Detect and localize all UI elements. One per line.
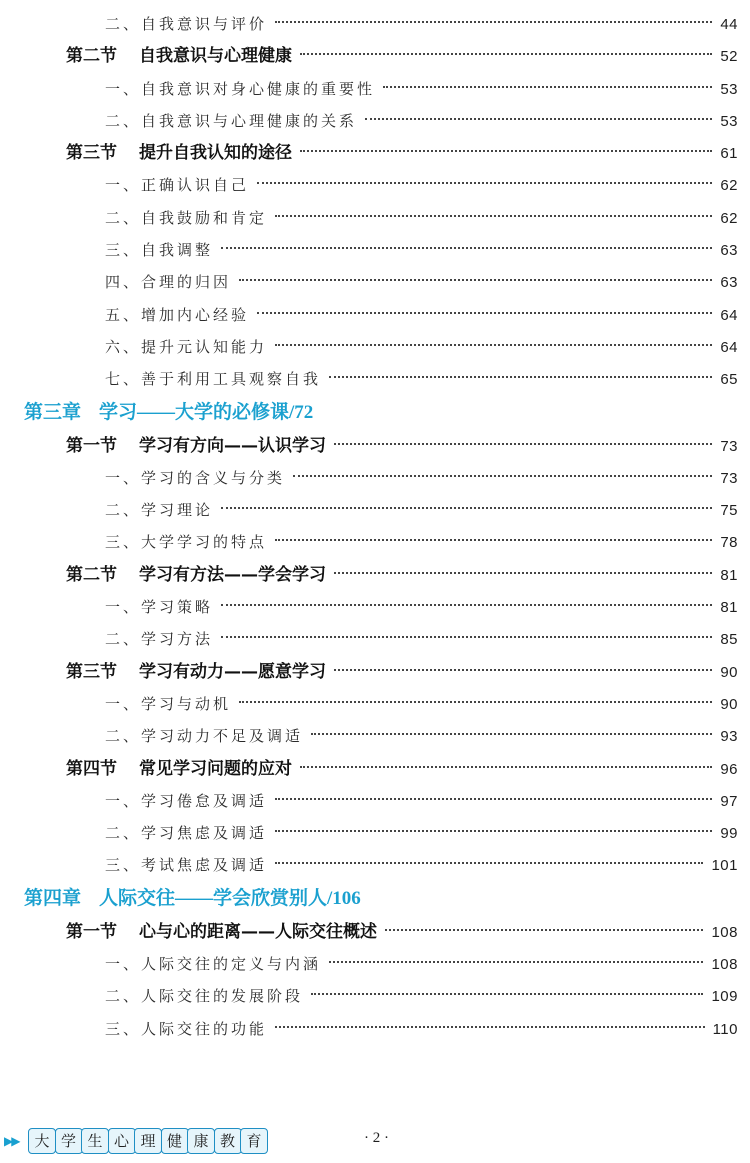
dot-leader [275,1026,705,1028]
toc-page-number: 62 [720,209,738,227]
toc-item-label: 六、提升元认知能力 [105,337,268,356]
book-title [28,1128,267,1154]
toc-item-label: 二、学习动力不足及调适 [105,727,304,746]
toc-page-number: 93 [720,728,738,746]
toc-item-row[interactable] [0,8,750,40]
dot-leader [300,766,712,768]
dot-leader [329,961,703,963]
toc-page-number: 75 [720,502,738,520]
toc-item-row[interactable] [0,785,750,817]
toc-section-row[interactable] [0,656,750,688]
toc-page-number: 101 [711,857,738,875]
toc-section-number: 第二节 [66,46,117,67]
toc-section-row[interactable] [0,430,750,462]
toc-item-row[interactable] [0,817,750,849]
toc-chapter-title: 人际交往——学会欣赏别人/106 [99,887,361,909]
toc-section-heading [0,430,334,462]
dot-leader [311,993,703,995]
toc-section-title: 学习有方向——认识学习 [139,435,326,456]
toc-item-row[interactable] [0,105,750,137]
dot-leader [334,669,712,671]
toc-item-label: 二、学习焦虑及调适 [105,824,268,843]
dot-leader [221,636,712,638]
page-footer [0,1128,750,1156]
dot-leader [239,701,712,703]
dot-leader [383,86,712,88]
toc-section-number: 第三节 [66,661,117,682]
dot-leader [275,862,703,864]
toc-page-number: 108 [711,923,738,941]
toc-chapter-row[interactable] [0,396,750,430]
page-number: · 2 · [364,1130,389,1146]
dot-leader [275,344,712,346]
toc-page-number: 73 [720,437,738,455]
toc-chapter-heading [0,882,369,916]
toc-item-label: 一、自我意识对身心健康的重要性 [105,79,376,98]
toc-item-row[interactable] [0,720,750,752]
toc-item-row[interactable] [0,169,750,201]
toc-section-number: 第二节 [66,564,117,585]
toc-item-label: 一、正确认识自己 [105,176,250,195]
book-title-char: 学 [55,1128,83,1154]
toc-item-row[interactable] [0,462,750,494]
toc-section-row[interactable] [0,40,750,72]
toc-item-row[interactable] [0,73,750,105]
dot-leader [257,312,712,314]
toc-section-heading [0,137,300,169]
dot-leader [275,215,712,217]
dot-leader [275,21,712,23]
toc-item-label: 一、人际交往的定义与内涵 [105,955,322,974]
toc-item-label: 二、人际交往的发展阶段 [105,987,304,1006]
toc-item-row[interactable] [0,1013,750,1045]
toc-section-heading [0,656,334,688]
dot-leader [221,604,712,606]
toc-page-number: 44 [720,16,738,33]
toc-item-row[interactable] [0,234,750,266]
toc-section-heading [0,559,334,591]
toc-section-title: 常见学习问题的应对 [139,758,292,779]
dot-leader [239,279,712,281]
toc-section-row[interactable] [0,753,750,785]
toc-section-title: 心与心的距离——人际交往概述 [139,921,377,942]
toc-chapter-number: 第四章 [24,887,82,909]
dot-leader [275,830,712,832]
toc-item-label: 二、自我意识与心理健康的关系 [105,111,358,130]
toc-item-label: 一、学习与动机 [105,694,232,713]
toc-item-row[interactable] [0,591,750,623]
toc-page-number: 53 [720,80,738,98]
toc-item-row[interactable] [0,623,750,655]
toc-page-number: 90 [720,695,738,713]
book-title-char: 育 [240,1128,268,1154]
dot-leader [385,929,703,931]
toc-item-row[interactable] [0,202,750,234]
table-of-contents [0,8,750,1045]
toc-item-row[interactable] [0,494,750,526]
double-arrow-icon: ▶▶ [4,1134,19,1148]
dot-leader [221,247,712,249]
toc-page-number: 81 [720,599,738,617]
toc-section-number: 第三节 [66,143,117,164]
toc-item-row[interactable] [0,849,750,881]
toc-item-label: 三、人际交往的功能 [105,1019,268,1038]
toc-page-number: 52 [720,48,738,66]
toc-page-number: 61 [720,145,738,163]
toc-item-label: 一、学习策略 [105,598,214,617]
toc-page-number: 81 [720,566,738,584]
toc-chapter-heading [0,396,321,430]
toc-page-number: 65 [720,371,738,389]
book-title-char: 健 [161,1128,189,1154]
dot-leader [275,798,712,800]
book-title-char: 康 [187,1128,215,1154]
dot-leader [300,150,712,152]
toc-chapter-number: 第三章 [24,401,82,423]
toc-item-row[interactable] [0,331,750,363]
toc-item-row[interactable] [0,688,750,720]
toc-item-label: 二、学习方法 [105,630,214,649]
toc-page-number: 73 [720,469,738,487]
toc-item-label: 七、善于利用工具观察自我 [105,370,322,389]
toc-section-number: 第四节 [66,758,117,779]
dot-leader [300,53,712,55]
toc-page-number: 99 [720,825,738,843]
dot-leader [329,376,712,378]
book-title-char: 教 [214,1128,242,1154]
toc-page-number: 108 [711,956,738,974]
toc-item-label: 二、自我鼓励和肯定 [105,208,268,227]
toc-page-number: 96 [720,760,738,778]
toc-page-number: 90 [720,663,738,681]
book-title-char: 生 [81,1128,109,1154]
toc-page-number: 63 [720,242,738,260]
toc-section-row[interactable] [0,559,750,591]
toc-item-row[interactable] [0,299,750,331]
toc-page-number: 78 [720,534,738,552]
toc-section-row[interactable] [0,137,750,169]
toc-item-label: 三、考试焦虑及调适 [105,856,268,875]
dot-leader [293,475,712,477]
toc-section-number: 第一节 [66,921,117,942]
toc-item-row[interactable] [0,363,750,395]
dot-leader [334,572,712,574]
toc-item-row[interactable] [0,526,750,558]
dot-leader [334,443,712,445]
toc-item-label: 五、增加内心经验 [105,305,250,324]
toc-page-number: 110 [712,1020,738,1038]
toc-chapter-row[interactable] [0,882,750,916]
dot-leader [365,118,712,120]
toc-page-number: 64 [720,338,738,356]
toc-page-number: 64 [720,306,738,324]
book-title-char: 心 [108,1128,136,1154]
book-title-char: 大 [28,1128,56,1154]
toc-item-label: 一、学习的含义与分类 [105,468,286,487]
dot-leader [257,182,712,184]
toc-section-heading [0,753,300,785]
toc-item-row[interactable] [0,948,750,980]
toc-section-title: 学习有方法——学会学习 [139,564,326,585]
toc-chapter-title: 学习——大学的必修课/72 [99,401,314,423]
toc-item-label: 二、自我意识与评价 [105,15,268,33]
toc-item-label: 三、大学学习的特点 [105,533,268,552]
toc-page-number: 109 [711,988,738,1006]
toc-item-label: 二、学习理论 [105,501,214,520]
toc-page-number: 62 [720,177,738,195]
toc-page-number: 97 [720,792,738,810]
toc-section-title: 自我意识与心理健康 [139,46,292,67]
dot-leader [221,507,712,509]
toc-item-row[interactable] [0,980,750,1012]
toc-page-number: 63 [720,274,738,292]
toc-section-title: 学习有动力——愿意学习 [139,661,326,682]
dot-leader [275,539,712,541]
toc-item-label: 四、合理的归因 [105,273,232,292]
toc-section-title: 提升自我认知的途径 [139,143,292,164]
dot-leader [311,733,712,735]
toc-section-number: 第一节 [66,435,117,456]
toc-item-row[interactable] [0,266,750,298]
toc-item-label: 一、学习倦怠及调适 [105,791,268,810]
book-title-char: 理 [134,1128,162,1154]
toc-section-heading [0,916,385,948]
toc-section-heading [0,40,300,72]
toc-page-number: 53 [720,112,738,130]
toc-page-number: 85 [720,631,738,649]
toc-item-label: 三、自我调整 [105,241,214,260]
toc-section-row[interactable] [0,916,750,948]
